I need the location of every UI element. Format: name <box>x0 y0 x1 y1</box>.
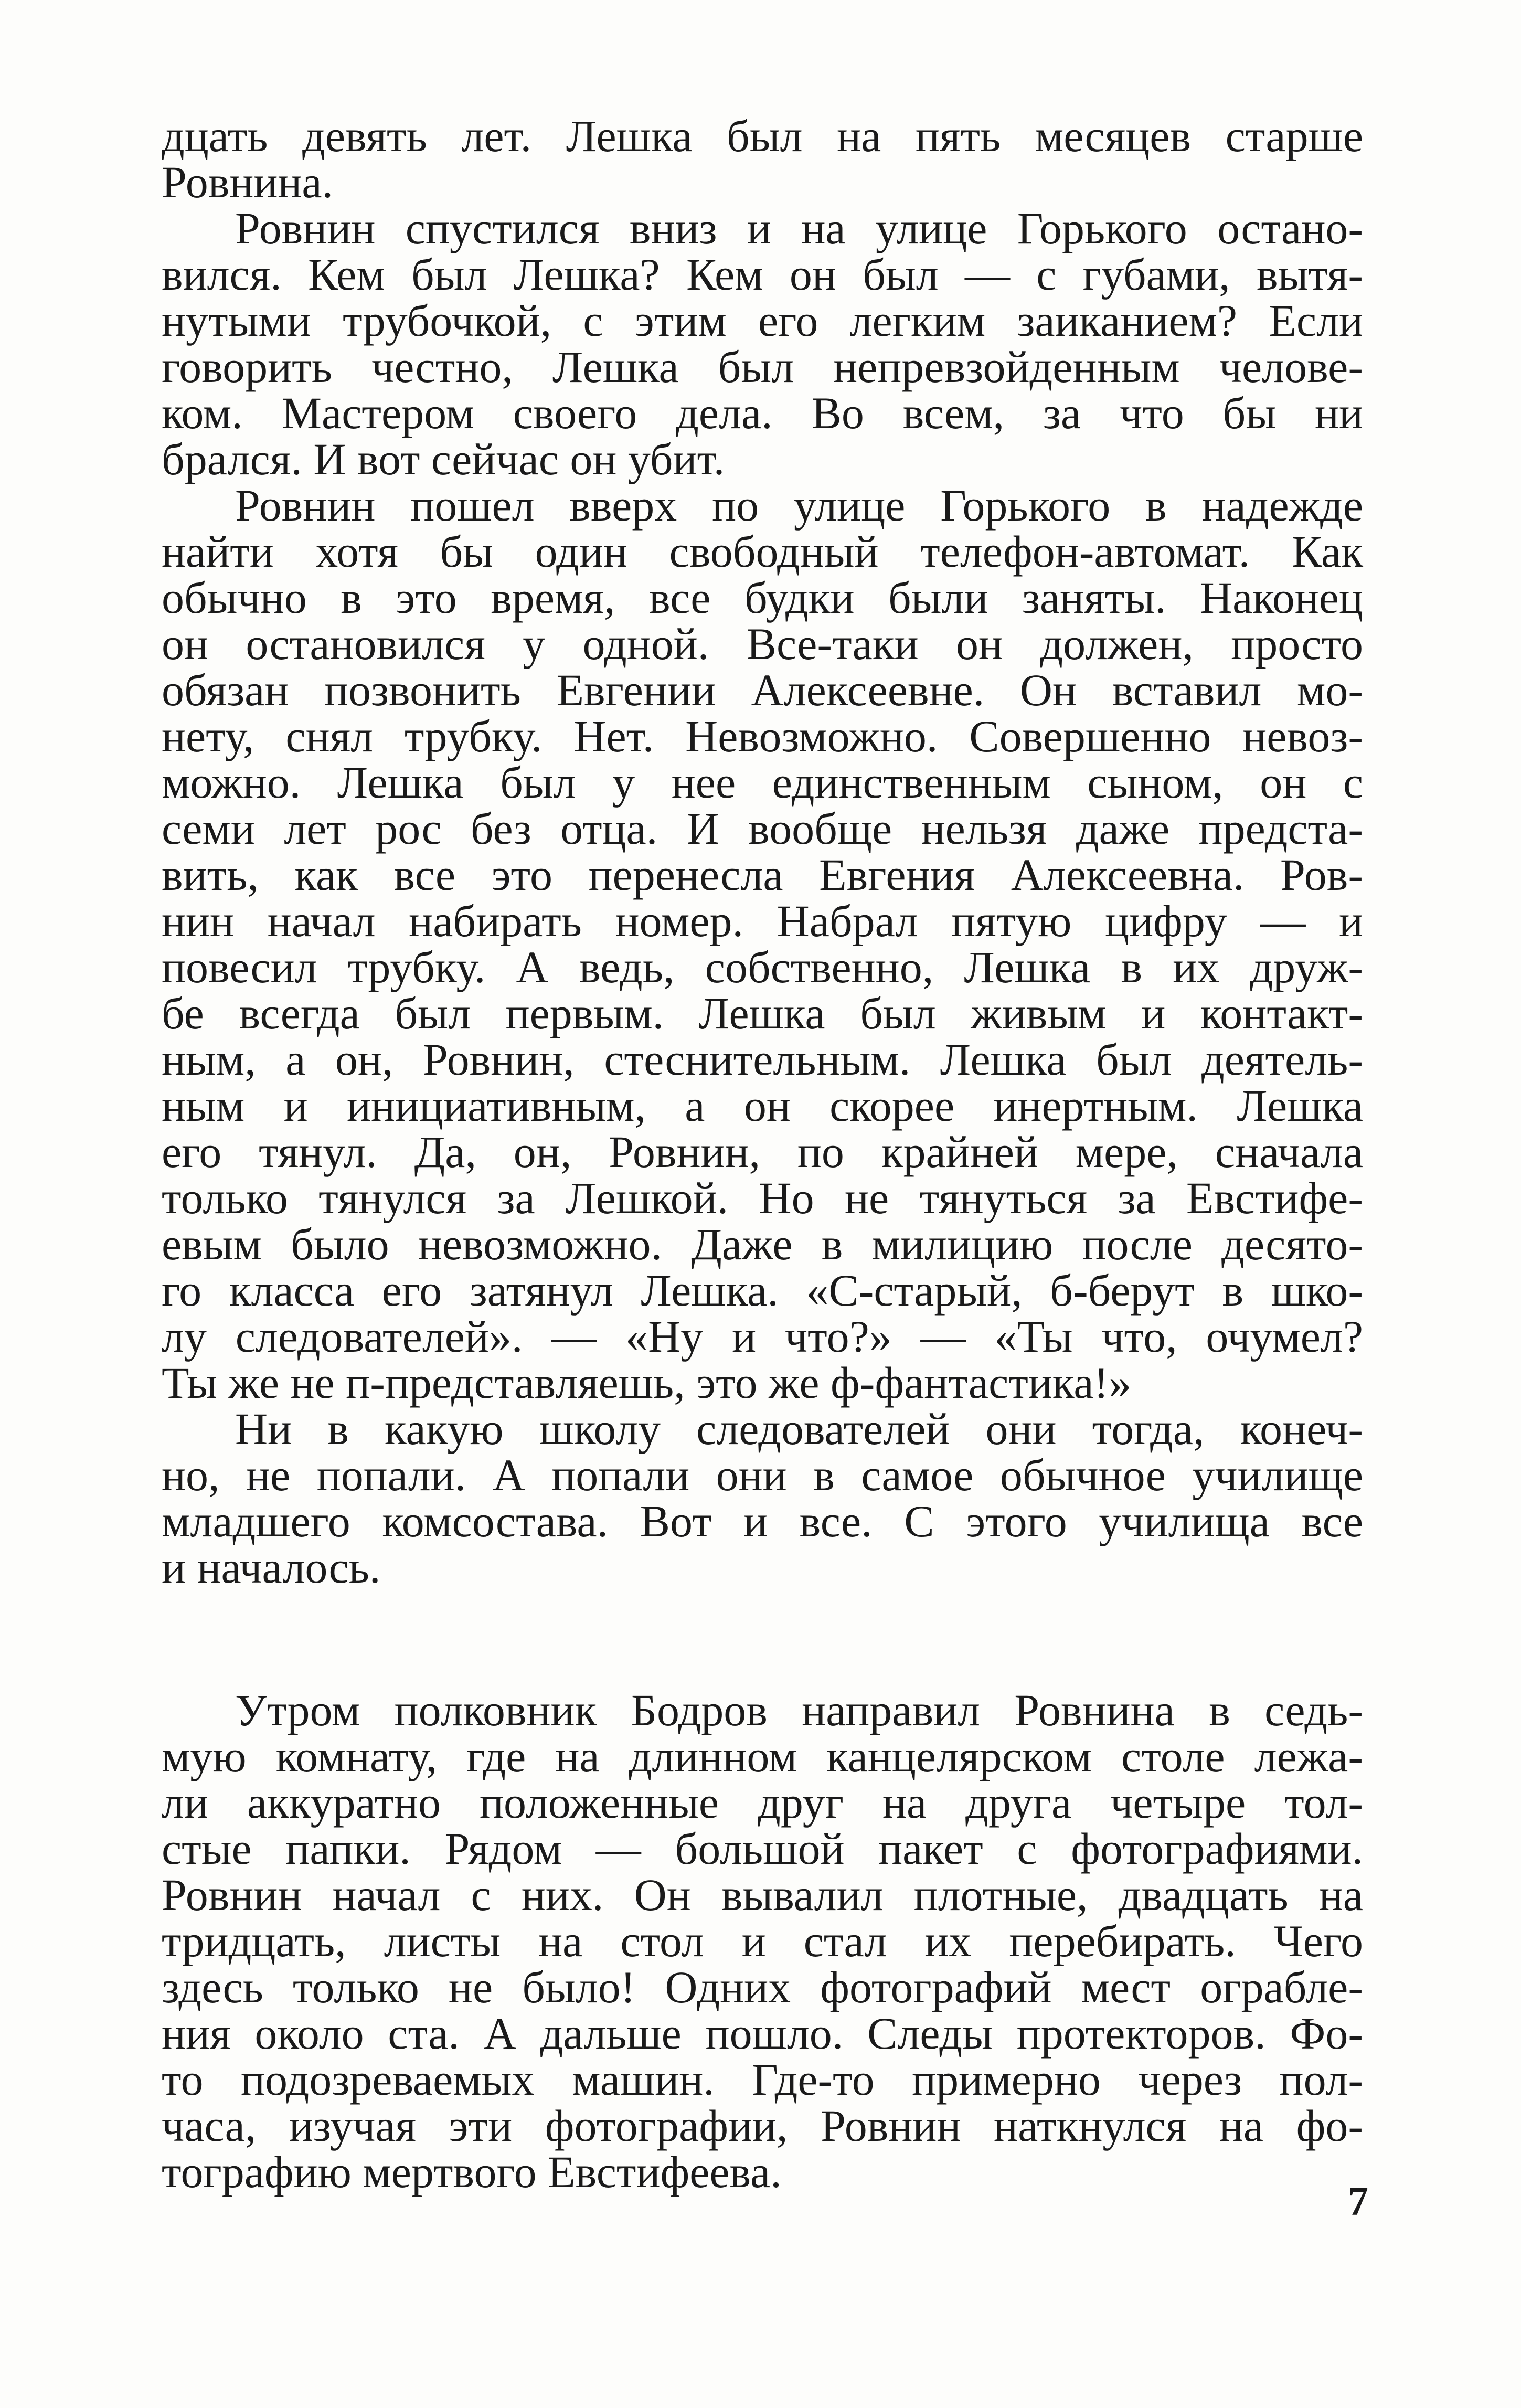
text-line: только тянулся за Лешкой. Но не тянуться за Евстифе- <box>162 1173 1363 1223</box>
text-section-1 <box>162 111 1363 1593</box>
page-number: 7 <box>1348 2178 1368 2224</box>
text-line: нин начал набирать номер. Набрал пятую цифру — и <box>162 896 1363 946</box>
paragraph-start-line: Утром полковник Бодров направил Ровнина в седь- <box>235 1685 1363 1735</box>
text-line: ным, а он, Ровнин, стеснительным. Лешка был деятель- <box>162 1034 1363 1085</box>
text-line: тографию мертвого Евстифеева. <box>162 2147 782 2197</box>
text-line: ным и инициативным, а он скорее инертным. Лешка <box>162 1080 1363 1131</box>
text-line: его тянул. Да, он, Ровнин, по крайней мере, сначала <box>162 1127 1363 1177</box>
text-line: евым было невозможно. Даже в милицию после десято- <box>162 1219 1363 1269</box>
text-line: младшего комсостава. Вот и все. С этого училища все <box>162 1496 1363 1546</box>
text-line: ли аккуратно положенные друг на друга четыре тол- <box>162 1777 1363 1828</box>
text-line: мую комнату, где на длинном канцелярском столе лежа- <box>162 1731 1363 1781</box>
text-line: можно. Лешка был у нее единственным сыном, он с <box>162 757 1363 808</box>
text-line: вился. Кем был Лешка? Кем он был — с губами, вытя- <box>162 249 1363 300</box>
paragraph-start-line: Ровнин пошел вверх по улице Горького в надежде <box>235 480 1363 531</box>
text-line: найти хотя бы один свободный телефон-автомат. Как <box>162 526 1363 577</box>
text-line: обязан позвонить Евгении Алексеевне. Он вставил мо- <box>162 665 1363 715</box>
text-line: стые папки. Рядом — большой пакет с фотографиями. <box>162 1823 1363 1874</box>
text-line: но, не попали. А попали они в самое обычное училище <box>162 1450 1363 1500</box>
text-line: дцать девять лет. Лешка был на пять месяцев старше <box>162 111 1363 161</box>
text-line: семи лет рос без отца. И вообще нельзя даже предста- <box>162 803 1363 854</box>
text-line: и началось. <box>162 1542 381 1593</box>
text-line: то подозреваемых машин. Где-то примерно через пол- <box>162 2054 1363 2105</box>
text-line: здесь только не было! Одних фотографий мест ограбле- <box>162 1962 1363 2012</box>
text-line: Ровнина. <box>162 157 334 207</box>
text-section-2 <box>162 1687 1363 2195</box>
text-line: го класса его затянул Лешка. «С-старый, б-берут в шко- <box>162 1265 1363 1316</box>
text-line: брался. И вот сейчас он убит. <box>162 434 725 484</box>
text-line: лу следователей». — «Ну и что?» — «Ты что, очумел? <box>162 1311 1363 1362</box>
text-line: ком. Мастером своего дела. Во всем, за что бы ни <box>162 388 1363 438</box>
text-line: Ровнин начал с них. Он вывалил плотные, двадцать на <box>162 1870 1363 1920</box>
text-line: тридцать, листы на стол и стал их перебирать. Чего <box>162 1916 1363 1966</box>
text-line: Ты же не п-представляешь, это же ф-фантастика!» <box>162 1357 1132 1408</box>
text-line: нутыми трубочкой, с этим его легким заиканием? Если <box>162 295 1363 346</box>
text-line: часа, изучая эти фотографии, Ровнин наткнулся на фо- <box>162 2101 1363 2151</box>
text-line: обычно в это время, все будки были заняты. Наконец <box>162 572 1363 623</box>
text-line: вить, как все это перенесла Евгения Алексеевна. Ров- <box>162 850 1363 900</box>
text-line: говорить честно, Лешка был непревзойденным челове- <box>162 342 1363 392</box>
text-line: бе всегда был первым. Лешка был живым и контакт- <box>162 988 1363 1038</box>
paragraph-start-line: Ни в какую школу следователей они тогда, конеч- <box>235 1404 1363 1454</box>
text-line: нету, снял трубку. Нет. Невозможно. Совершенно невоз- <box>162 711 1363 761</box>
paragraph-start-line: Ровнин спустился вниз и на улице Горького остано- <box>235 203 1363 253</box>
text-line: ния около ста. А дальше пошло. Следы протекторов. Фо- <box>162 2008 1363 2059</box>
text-line: повесил трубку. А ведь, собственно, Лешка в их друж- <box>162 942 1363 992</box>
text-line: он остановился у одной. Все-таки он должен, просто <box>162 619 1363 669</box>
